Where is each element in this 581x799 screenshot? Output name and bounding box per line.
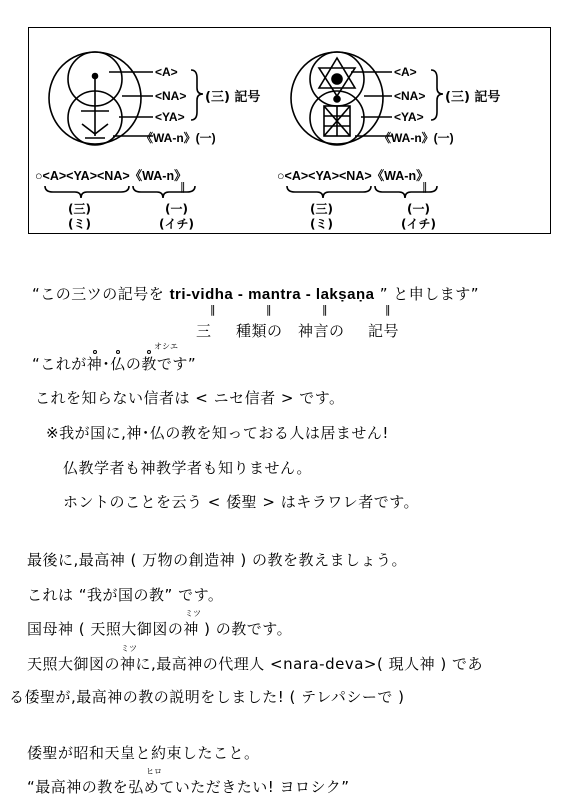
text-line-3: これを知らない信者は < ニセ信者 > です。 bbox=[35, 389, 345, 407]
text-line-13: “最高神の教を弘めていただきたい! ヨロシク” bbox=[27, 778, 350, 796]
line2-suffix: です” bbox=[156, 355, 197, 373]
line1-sanskrit: tri-vidha - mantra - lakṣaṇa bbox=[169, 286, 375, 303]
left-label-na: <NA> bbox=[155, 89, 187, 103]
text-line-6: ホントのことを云う < 倭聖 > はキラワレ者です。 bbox=[63, 493, 420, 511]
oshie-ruby: オシエ bbox=[154, 342, 178, 351]
line2-prefix: “これが bbox=[32, 355, 87, 373]
right-label-ya: <YA> bbox=[394, 110, 424, 124]
left-formula-eq: ‖ bbox=[180, 180, 186, 193]
right-sub-ichi: (イチ) bbox=[401, 217, 436, 231]
line2-dot: ･ bbox=[102, 355, 111, 373]
gloss-kinds: 種類の bbox=[236, 322, 283, 340]
text-line-10: 天照大御図の神に,最高神の代理人 <nara-deva>( 現人神 ) であ bbox=[27, 655, 483, 673]
left-sub-mi: (ミ) bbox=[68, 217, 91, 231]
line2-oshie: 教 bbox=[141, 355, 157, 373]
text-line-8: これは “我が国の教” です。 bbox=[27, 586, 224, 604]
gloss-symbol: 記号 bbox=[368, 322, 400, 340]
left-label-ya: <YA> bbox=[155, 110, 185, 124]
line10-ruby: ミツ bbox=[121, 644, 137, 653]
line1-suffix: ” と申します” bbox=[379, 285, 480, 303]
right-label-wan: 《WA-n》(一) bbox=[379, 131, 454, 145]
right-brace-label: (三) 記号 bbox=[445, 90, 501, 105]
text-line-2 bbox=[32, 353, 196, 374]
text-line-4: ※我が国に,神･仏の教を知っておる人は居ません! bbox=[46, 424, 389, 442]
gloss-eq-4: ‖ bbox=[385, 303, 391, 316]
line9-ruby: ミツ bbox=[185, 609, 201, 618]
symbol-figure bbox=[28, 27, 551, 234]
right-sub-three: (三) bbox=[310, 202, 333, 216]
gloss-eq-3: ‖ bbox=[322, 303, 328, 316]
right-label-na: <NA> bbox=[394, 89, 426, 103]
text-line-12: 倭聖が昭和天皇と約束したこと。 bbox=[27, 744, 260, 762]
left-formula: ○<A><YA><NA>《WA-n》 bbox=[35, 169, 187, 183]
gloss-eq-2: ‖ bbox=[266, 303, 272, 316]
text-line-5: 仏教学者も神教学者も知りません。 bbox=[63, 459, 312, 477]
left-sub-ichi: (イチ) bbox=[159, 217, 194, 231]
left-sub-one: (一) bbox=[165, 202, 188, 216]
text-line-11: る倭聖が,最高神の教の説明をしました! ( テレパシーで ) bbox=[9, 688, 405, 706]
right-formula: ○<A><YA><NA>《WA-n》 bbox=[277, 169, 429, 183]
left-sub-three: (三) bbox=[68, 202, 91, 216]
text-line-1 bbox=[32, 283, 479, 304]
left-brace-label: (三) 記号 bbox=[205, 90, 261, 105]
gloss-three: 三 bbox=[196, 322, 212, 340]
left-label-wan: 《WA-n》(一) bbox=[141, 131, 216, 145]
right-formula-eq: ‖ bbox=[422, 180, 428, 193]
gloss-divine-words: 神言の bbox=[298, 322, 345, 340]
right-sub-mi: (ミ) bbox=[310, 217, 333, 231]
symbol-diagram bbox=[29, 28, 549, 232]
right-sub-one: (一) bbox=[407, 202, 430, 216]
line2-hotoke: 仏 bbox=[110, 355, 126, 373]
line13-ruby: ヒロ bbox=[146, 767, 162, 776]
right-label-a: <A> bbox=[394, 65, 417, 79]
gloss-eq-1: ‖ bbox=[210, 303, 216, 316]
left-label-a: <A> bbox=[155, 65, 178, 79]
line2-no: の bbox=[125, 355, 142, 373]
line1-prefix: “この三ツの記号を bbox=[32, 285, 165, 303]
text-line-9: 国母神 ( 天照大御図の神 ) の教です。 bbox=[27, 620, 293, 638]
text-line-7: 最後に,最高神 ( 万物の創造神 ) の教を教えましょう。 bbox=[27, 551, 408, 569]
line2-kami: 神 bbox=[86, 355, 103, 373]
